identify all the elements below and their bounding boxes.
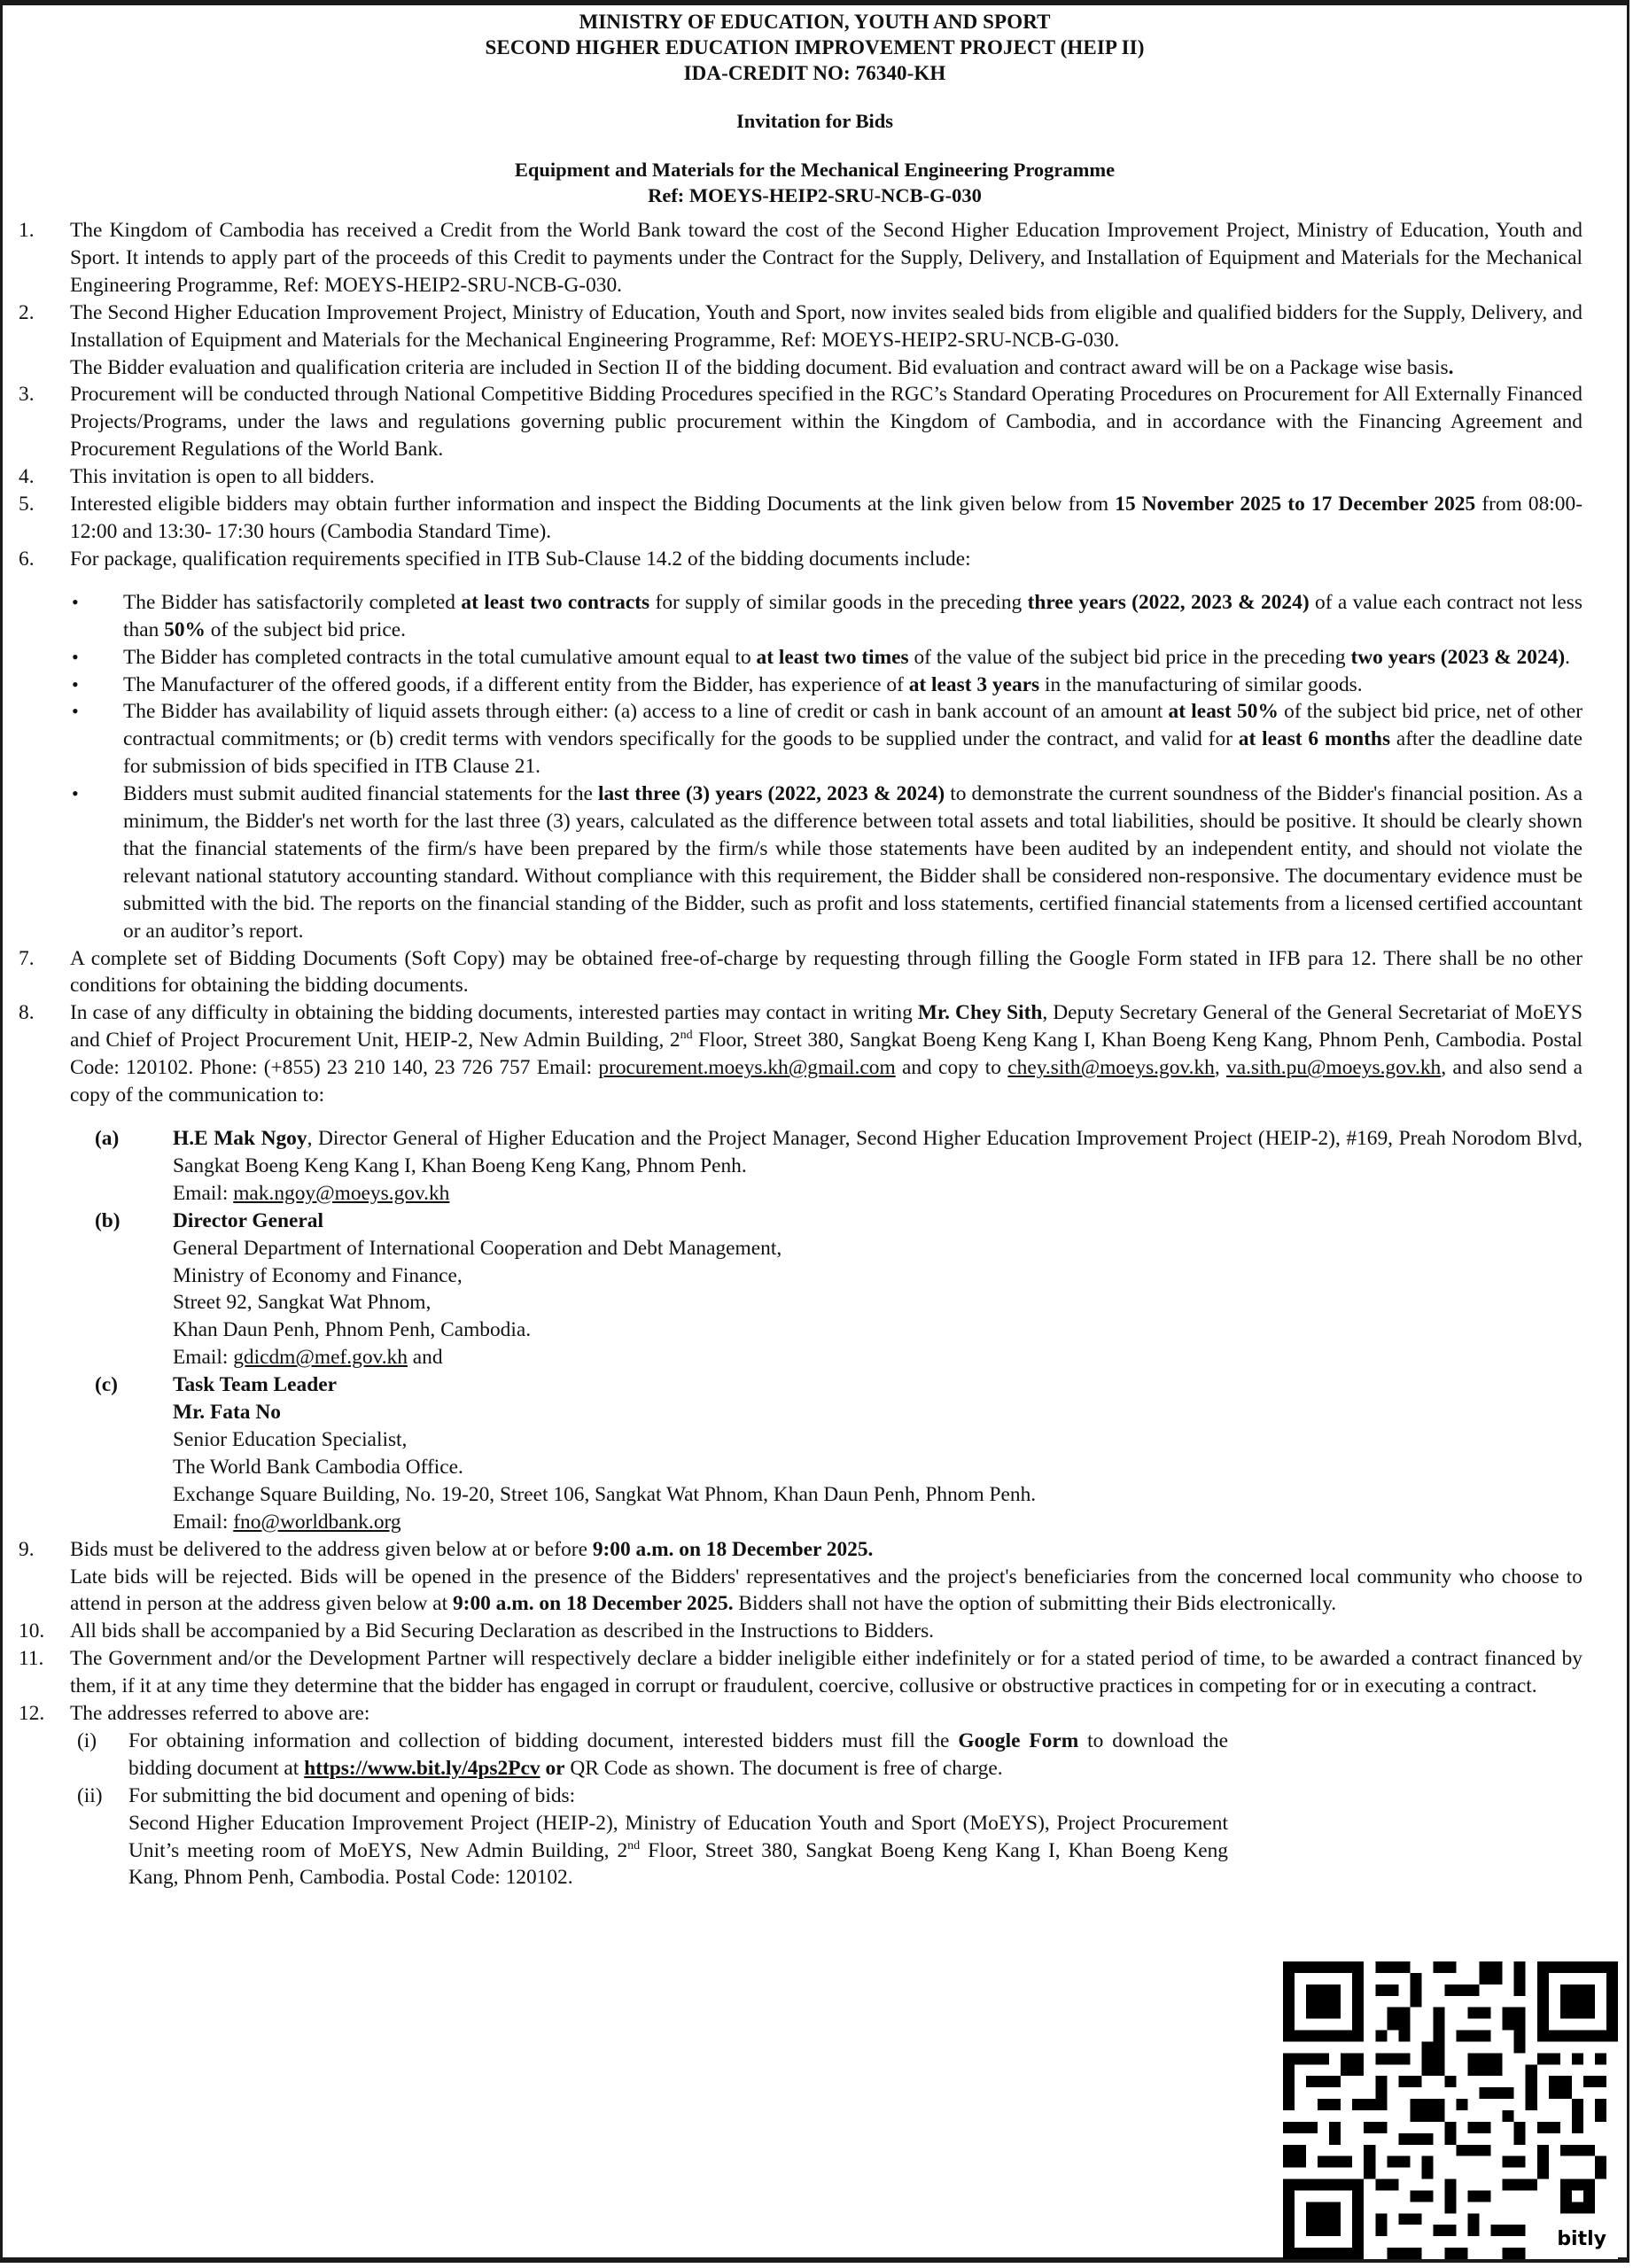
bold-text: last three (3) years (2022, 2023 & 2024): [598, 782, 945, 806]
email-link-chey-sith[interactable]: chey.sith@moeys.gov.kh: [1007, 1056, 1215, 1080]
paragraph-text: [70, 1536, 1582, 1619]
email-link[interactable]: gdicdm@mef.gov.kh: [233, 1346, 408, 1370]
paragraph-11: [19, 1645, 1582, 1700]
document-body: [19, 217, 1582, 1891]
procurement-reference: Ref: MOEYS-HEIP2-SRU-NCB-G-030: [648, 183, 982, 206]
paragraph-text-main: The Second Higher Education Improvement Project, Ministry of Education, Youth and Sport, now invites sealed bids from eligible and qualified bidders for the Supply, Delivery, and Installation of Equipment and Materials for the Mechanical Engineering Programme, Ref: MOEYS-HEIP2-SRU-NCB-G-030.: [70, 300, 1582, 352]
text: Bidders must submit audited financial statements for the: [123, 782, 599, 806]
email-label: Email:: [173, 1510, 234, 1534]
inspection-dates: 15 November 2025 to 17 December 2025: [1115, 493, 1476, 517]
text: QR Code as shown. The document is free of charge.: [564, 1756, 1003, 1780]
text: , and also send a copy of the communication to:: [70, 1056, 1582, 1107]
text: ,: [1214, 1056, 1226, 1080]
list-item: [19, 589, 1582, 644]
text: Bids must be delivered to the address given below at or before: [70, 1537, 593, 1561]
text: of the value of the subject bid price in the preceding: [908, 645, 1351, 669]
paragraph-1: [19, 217, 1582, 299]
address-line: The World Bank Cambodia Office.: [173, 1455, 463, 1479]
text: of the subject bid price, net of other contractual commitments; or (b) credit terms with vendors specifically for the goods to be supplied under the contract, and valid for: [123, 700, 1583, 751]
credit-number: IDA-CREDIT NO: 76340-KH: [683, 62, 946, 84]
text: Floor, Street 380, Sangkat Boeng Keng Kang I, Khan Boeng Keng Kang, Phnom Penh, Cambodia. Postal Code: 120102. Phone: (+855) 23 210 140, 23 726 757 Email:: [70, 1029, 1582, 1080]
procurement-subject: Equipment and Materials for the Mechanical Engineering Programme: [514, 158, 1116, 181]
email-label: Email:: [173, 1181, 234, 1205]
procurement-title: [3, 157, 1627, 208]
address-i: [54, 1728, 1228, 1783]
opening-time: 9:00 a.m. on 18 December 2025.: [452, 1592, 734, 1616]
bullet-icon: [19, 698, 123, 781]
paragraph-number: 12.: [19, 1702, 45, 1726]
text: The Bidder has availability of liquid assets through either: (a) access to a line of credit or cash in bank account of an amount: [123, 700, 1169, 724]
paragraph-number: 6.: [19, 547, 35, 571]
criteria-text: The Bidder evaluation and qualification criteria are included in Section II of the bidding document. Bid evaluation and contract award will be on a Package wise basis: [70, 355, 1449, 379]
paragraph-number: 4.: [19, 465, 35, 489]
email-link[interactable]: mak.ngoy@moeys.gov.kh: [233, 1181, 450, 1205]
paragraph-number: 10.: [19, 1619, 45, 1643]
contact-name: Mr. Chey Sith: [917, 1001, 1043, 1025]
address-line: Street 92, Sangkat Wat Phnom,: [173, 1291, 432, 1315]
qualification-requirements-list: [19, 589, 1582, 945]
text: The Bidder has satisfactorily completed: [123, 590, 462, 614]
paragraph-10: [19, 1618, 1582, 1645]
bold-text: at least two times: [756, 645, 909, 669]
bullet-icon: [19, 672, 123, 699]
text: for supply of similar goods in the preceding: [649, 590, 1028, 614]
bold-text: at least two contracts: [461, 590, 650, 614]
list-item: [19, 672, 1582, 699]
document-header: [3, 9, 1627, 86]
text: and copy to: [895, 1056, 1008, 1080]
bullet-icon: [19, 644, 123, 672]
paragraph-text: [70, 299, 1582, 382]
list-item: [19, 698, 1582, 781]
bold-text: at least 6 months: [1238, 727, 1391, 751]
address-line: Ministry of Economy and Finance,: [173, 1263, 463, 1287]
paragraph-number: 8.: [19, 1001, 35, 1025]
address-line: General Department of International Cooperation and Debt Management,: [173, 1236, 782, 1260]
paragraph-text: This invitation is open to all bidders.: [70, 465, 375, 489]
contact-name: Mr. Fata No: [173, 1401, 281, 1425]
criteria-period: .: [1448, 355, 1454, 379]
list-item: [19, 644, 1582, 672]
address-ii: [54, 1783, 1228, 1892]
sub-label: (i): [77, 1728, 97, 1752]
bullet-icon: [19, 781, 123, 944]
contact-label: (b): [95, 1208, 121, 1232]
text: from 08:00-12:00 and 13:30- 17:30 hours (Cambodia Standard Time).: [70, 493, 1582, 543]
text: of the subject bid price.: [205, 617, 406, 641]
email-link-procurement[interactable]: procurement.moeys.kh@gmail.com: [598, 1056, 896, 1080]
text: after the deadline date for submission of bids specified in ITB Clause 21.: [123, 727, 1582, 779]
paragraph-text: For package, qualification requirements specified in ITB Sub-Clause 14.2 of the bidding documents include:: [70, 547, 971, 571]
text: For submitting the bid document and opening of bids:: [128, 1783, 576, 1807]
contact-label: (c): [95, 1373, 118, 1397]
contact-title: Task Team Leader: [173, 1373, 337, 1397]
paragraph-number: 7.: [19, 946, 35, 970]
paragraph-text: The addresses referred to above are:: [70, 1702, 370, 1726]
text: In case of any difficulty in obtaining the bidding documents, interested parties may contact in writing: [70, 1001, 918, 1025]
email-link-va-sith[interactable]: va.sith.pu@moeys.gov.kh: [1226, 1056, 1442, 1080]
paragraph-text: The Kingdom of Cambodia has received a Credit from the World Bank toward the cost of the Second Higher Education Improvement Project, Ministry of Education, Youth and Sport. It intends to apply part of the proceeds of this Credit to payments under the Contract for the Supply, Delivery, and Installation of Equipment and Materials for the Mechanical Engineering Programme, Ref: MOEYS-HEIP2-SRU-NCB-G-030.: [70, 219, 1582, 297]
email-label: Email:: [173, 1346, 234, 1370]
paragraph-3: [19, 381, 1582, 463]
paragraph-6: [19, 546, 1582, 573]
text: of a value each contract not less than: [123, 590, 1582, 641]
contact-label: (a): [95, 1127, 120, 1150]
paragraph-text: Procurement will be conducted through National Competitive Bidding Procedures specified in the RGC’s Standard Operating Procedures on Procurement for All Externally Financed Projects/Programs, under the laws and regulations governing public procurement within the Kingdom of Cambodia, and in accordance with the Financing Agreement and Procurement Regulations of the World Bank.: [70, 383, 1582, 462]
bullet-icon: [19, 589, 123, 644]
superscript: nd: [680, 1029, 693, 1043]
bold-text: three years (2022, 2023 & 2024): [1027, 590, 1310, 614]
text: The Bidder has completed contracts in the total cumulative amount equal to: [123, 645, 757, 669]
bold-text: 50%: [164, 617, 206, 641]
paragraph-2: [19, 299, 1582, 382]
contact-title: Director General: [173, 1208, 323, 1232]
paragraph-number: 5.: [19, 493, 35, 517]
qr-code-icon[interactable]: [1283, 1961, 1618, 2259]
deadline: 9:00 a.m. on 18 December 2025.: [592, 1537, 874, 1561]
bold-text: two years (2023 & 2024): [1350, 645, 1566, 669]
paragraph-number: 2.: [19, 300, 35, 324]
paragraph-text: [70, 491, 1582, 546]
paragraph-text: [70, 999, 1582, 1109]
paragraph-5: [19, 491, 1582, 546]
contact-c: [70, 1371, 1582, 1535]
text: , Deputy Secretary General of the General Secretariat of MoEYS and Chief of Project Procurement Unit, HEIP-2, New Admin Building, 2: [70, 1001, 1583, 1052]
text: For obtaining information and collection of bidding document, interested bidders must fill the: [128, 1728, 959, 1752]
paragraph-text-criteria: [70, 354, 1582, 382]
paragraph-7: [19, 945, 1582, 1000]
text: The Manufacturer of the offered goods, if a different entity from the Bidder, has experience of: [123, 672, 909, 696]
text: in the manufacturing of similar goods.: [1039, 672, 1363, 696]
paragraph-text: All bids shall be accompanied by a Bid Securing Declaration as described in the Instructions to Bidders.: [70, 1619, 935, 1643]
ministry-name: MINISTRY OF EDUCATION, YOUTH AND SPORT: [579, 11, 1051, 33]
google-form-label: Google Form: [958, 1728, 1079, 1752]
text: Floor, Street 380, Sangkat Boeng Keng Kang I, Khan Boeng Keng Kang, Phnom Penh, Cambodia. Postal Code: 120102.: [128, 1838, 1228, 1890]
paragraph-number: 1.: [19, 219, 35, 242]
bold-text: at least 50%: [1168, 700, 1279, 724]
contact-a: [70, 1125, 1582, 1208]
text: .: [1565, 645, 1570, 669]
paragraph-4: [19, 463, 1582, 491]
paragraph-number: 3.: [19, 383, 35, 407]
text: Second Higher Education Improvement Project (HEIP-2), Ministry of Education Youth and Sport (MoEYS), Project Procurement Unit’s meeting room of MoEYS, New Admin Building, 2: [128, 1811, 1228, 1862]
paragraph-text: The Government and/or the Development Partner will respectively declare a bidder ineligible either indefinitely or for a stated period of time, to be awarded a contract financed by them, if it at any time they determine that the bidder has engaged in corrupt or fraudulent, coercive, collusive or obstructive practices in competing for or in executing a contract.: [70, 1647, 1582, 1698]
contact-b: [70, 1208, 1582, 1371]
paragraph-number: 11.: [19, 1647, 44, 1671]
bitly-link[interactable]: https://www.bit.ly/4ps2Pcv: [304, 1756, 540, 1780]
text: and: [407, 1346, 443, 1370]
paragraph-8: [19, 999, 1582, 1109]
paragraph-9: [19, 1536, 1582, 1619]
bitly-logo: bitly: [1554, 2226, 1609, 2254]
document-title: Invitation for Bids: [735, 110, 894, 132]
contact-name: H.E Mak Ngoy: [173, 1127, 307, 1150]
text: Interested eligible bidders may obtain further information and inspect the Bidding Documents at the link given below from: [70, 493, 1116, 517]
email-link[interactable]: fno@worldbank.org: [233, 1510, 401, 1534]
sub-label: (ii): [77, 1783, 103, 1807]
list-item: [19, 781, 1582, 944]
address-line: Senior Education Specialist,: [173, 1427, 408, 1451]
contact-details: , Director General of Higher Education and the Project Manager, Second Higher Education Improvement Project (HEIP-2), #169, Preah Norodom Blvd, Sangkat Boeng Keng Kang I, Khan Boeng Keng Kang, Phnom Penh.: [173, 1127, 1582, 1177]
contact-list: [70, 1125, 1582, 1536]
paragraph-number: 9.: [19, 1537, 35, 1561]
project-name: SECOND HIGHER EDUCATION IMPROVEMENT PROJECT (HEIP II): [485, 36, 1145, 58]
text: Late bids will be rejected. Bids will be opened in the presence of the Bidders' representatives and the project's beneficiaries from the concerned local community who choose to attend in person at the address given below at: [70, 1565, 1582, 1616]
text: to download the bidding document at: [128, 1728, 1229, 1780]
text: to demonstrate the current soundness of the Bidder's financial position. As a minimum, the Bidder's net worth for the last three (3) years, calculated as the difference between total assets and total liabilities, should be positive. It should be clearly shown that the financial statements of the firm/s have been prepared by the firm/s while those statements have been audited by an independent entity, and should not violate the relevant national statutory accounting standard. Without compliance with this requirement, the Bidder shall be considered non-responsive. The documentary evidence must be submitted with the bid. The reports on the financial standing of the Bidder, such as profit and loss statements, certified financial statements from a licensed certified accountant or an auditor’s report.: [123, 782, 1582, 943]
text: Bidders shall not have the option of submitting their Bids electronically.: [733, 1592, 1337, 1616]
paragraph-text: A complete set of Bidding Documents (Soft Copy) may be obtained free-of-charge by requesting through filling the Google Form stated in IFB para 12. There shall be no other conditions for obtaining the bidding documents.: [70, 946, 1582, 998]
superscript: nd: [627, 1838, 641, 1852]
paragraph-12: [19, 1700, 1582, 1728]
text: or: [545, 1756, 565, 1780]
bold-text: at least 3 years: [908, 672, 1040, 696]
address-line: Khan Daun Penh, Phnom Penh, Cambodia.: [173, 1318, 532, 1342]
address-line: Exchange Square Building, No. 19-20, Street 106, Sangkat Wat Phnom, Khan Daun Penh, Phnom Penh.: [173, 1482, 1037, 1506]
